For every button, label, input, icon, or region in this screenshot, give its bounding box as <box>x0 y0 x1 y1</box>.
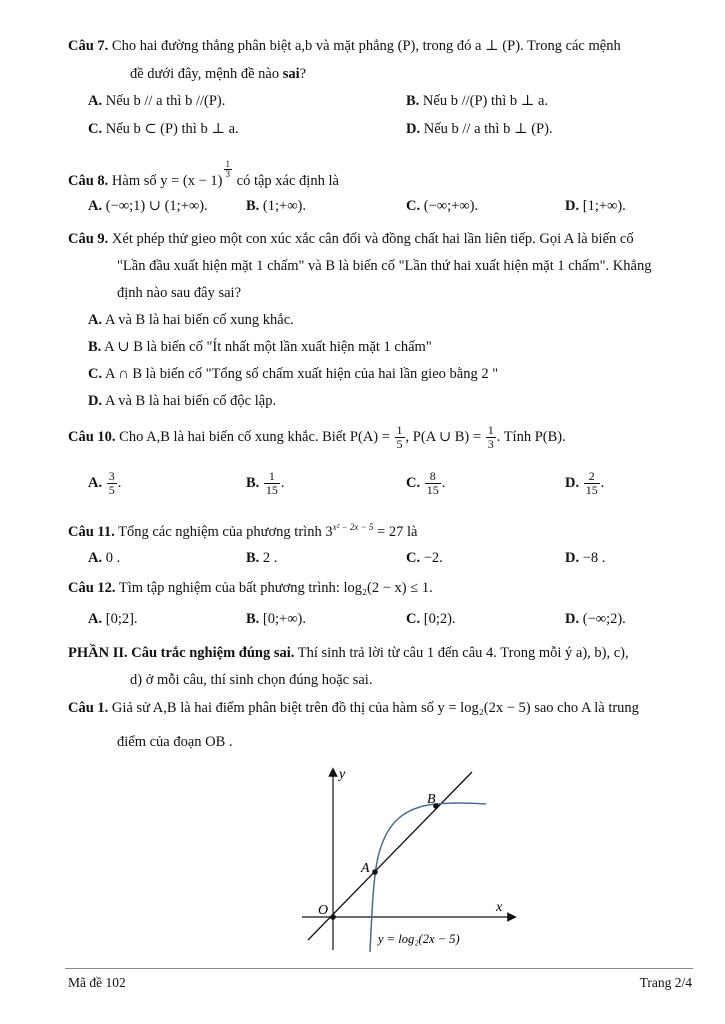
q10-option-d-fraction <box>584 470 600 497</box>
part2-text1: Thí sinh trả lời từ câu 1 đến câu 4. Trong mỗi ý a), b), c), <box>297 645 629 661</box>
q11-stem <box>68 522 417 541</box>
q12-option-b[interactable] <box>246 611 306 628</box>
q10-option-d-label: D. <box>565 474 580 491</box>
q12-option-b-text: [0;+∞). <box>262 611 306 627</box>
q10-option-d-den: 15 <box>585 483 598 497</box>
q10-pa-fraction <box>395 424 405 451</box>
q9-stem-line3 <box>117 285 241 302</box>
q9-stem2: "Lần đầu xuất hiện mặt 1 chấm" và B là biến cố "Lần thứ hai xuất hiện mặt 1 chấm". Khẳng <box>117 258 652 274</box>
q7-option-d-text: Nếu b // a thì b ⊥ (P). <box>423 121 553 137</box>
q10-option-a[interactable] <box>88 470 121 497</box>
q9-option-c-text: A ∩ B là biến cố "Tổng số chấm xuất hiện của hai lần gieo bằng 2 " <box>104 366 499 382</box>
q8-option-a-label: A. <box>88 198 103 214</box>
q7-stem1: Cho hai đường thẳng phân biệt a,b và mặt phẳng (P), trong đó a ⊥ (P). Trong các mệnh <box>111 38 621 54</box>
q7-option-a-label: A. <box>88 93 103 109</box>
q12-stem <box>68 580 433 597</box>
q12-option-a-text: [0;2]. <box>105 611 138 627</box>
point-b-label: B <box>427 792 436 807</box>
q10-option-d[interactable] <box>565 470 604 497</box>
q7-option-c-label: C. <box>88 121 103 137</box>
q7-option-d-label: D. <box>406 121 421 137</box>
p2q1-stem2: điểm của đoạn OB . <box>117 734 233 750</box>
origin-label: O <box>318 903 329 918</box>
q8-option-d-label: D. <box>565 198 580 214</box>
q9-option-d-label: D. <box>88 393 103 409</box>
q12-stem-text: Tìm tập nghiệm của bất phương trình: log₂(2 − x) ≤ 1. <box>118 580 433 596</box>
q10-option-b-den: 15 <box>265 483 278 497</box>
q7-option-a[interactable] <box>88 93 225 110</box>
q12-option-d-label: D. <box>565 611 580 627</box>
q11-option-a-text: 0 . <box>105 550 121 566</box>
q8-exp-den: 3 <box>225 169 231 179</box>
q12-label: Câu 12. <box>68 580 116 596</box>
q8-exponent <box>224 160 233 179</box>
y-axis-label: y <box>339 767 346 782</box>
q7-label: Câu 7. <box>68 38 109 54</box>
footer-rule <box>65 968 693 969</box>
q9-option-d-text: A và B là hai biến cố độc lập. <box>104 393 277 409</box>
q11-exponent: x² − 2x − 5 <box>332 522 374 532</box>
q11-option-a-label: A. <box>88 550 103 566</box>
q11-option-c[interactable] <box>406 550 443 567</box>
q8-option-c-label: C. <box>406 198 421 214</box>
q9-option-c-label: C. <box>88 366 103 382</box>
point-o <box>330 914 336 920</box>
q10-option-b[interactable] <box>246 470 285 497</box>
q8-label: Câu 8. <box>68 173 109 189</box>
q10-option-c-fraction <box>425 470 441 497</box>
q10-option-a-num: 3 <box>108 469 115 483</box>
q9-option-b[interactable] <box>88 339 432 356</box>
q7-option-a-text: Nếu b // a thì b //(P). <box>105 93 226 109</box>
q11-stem-a: Tổng các nghiệm của phương trình 3 <box>118 523 333 540</box>
footer-page-number: Trang 2/4 <box>639 975 692 990</box>
q10-option-a-den: 5 <box>108 483 115 497</box>
footer-exam-code: Mã đề 102 <box>68 975 126 990</box>
q10-option-a-end: . <box>117 474 122 491</box>
q9-stem-line1 <box>68 231 634 248</box>
q12-option-c-label: C. <box>406 611 421 627</box>
part2-text2: d) ở mỗi câu, thí sinh chọn đúng hoặc sai. <box>130 672 373 688</box>
q9-option-b-text: A ∪ B là biến cố "Ít nhất một lần xuất hiện mặt 1 chấm" <box>104 339 432 355</box>
q8-option-b-text: (1;+∞). <box>262 198 306 214</box>
q7-option-b-label: B. <box>406 93 420 109</box>
q10-option-c[interactable] <box>406 470 445 497</box>
q8-option-c[interactable] <box>406 198 478 215</box>
q8-option-d-text: [1;+∞). <box>582 198 626 214</box>
q10-pb-den: 3 <box>487 437 494 451</box>
q7-option-c[interactable] <box>88 121 239 138</box>
point-a-label: A <box>361 861 370 876</box>
q9-option-d[interactable] <box>88 393 276 410</box>
q8-stem-post: có tập xác định là <box>236 173 339 189</box>
q12-option-c-text: [0;2). <box>423 611 456 627</box>
part2-heading-line2 <box>130 672 372 689</box>
q10-option-b-end: . <box>280 474 285 491</box>
q7-stem2-bold: sai <box>282 66 300 82</box>
q8-stem <box>68 160 339 190</box>
q10-stem-c: . Tính P(B). <box>496 428 566 445</box>
q9-stem1: Xét phép thử gieo một con xúc xắc cân đối và đồng chất hai lần liên tiếp. Gọi A là biến cố <box>111 231 634 247</box>
q8-option-a[interactable] <box>88 198 208 215</box>
q10-stem-b: , P(A ∪ B) = <box>405 428 482 445</box>
q7-option-b[interactable] <box>406 93 548 110</box>
q7-stem-line1 <box>68 38 621 55</box>
q8-option-c-text: (−∞;+∞). <box>423 198 479 214</box>
q10-option-b-num: 1 <box>264 470 280 484</box>
q9-label: Câu 9. <box>68 231 109 247</box>
q12-option-d[interactable] <box>565 611 626 628</box>
q10-pb-fraction <box>486 424 496 451</box>
q11-option-b-label: B. <box>246 550 260 566</box>
q7-stem-line2 <box>130 66 306 83</box>
q10-pa-den: 5 <box>396 437 403 451</box>
q11-option-d-label: D. <box>565 550 580 566</box>
q12-option-a[interactable] <box>88 611 138 628</box>
q11-option-c-label: C. <box>406 550 421 566</box>
q11-option-d-text: −8 . <box>582 550 606 566</box>
q10-option-d-num: 2 <box>584 470 600 484</box>
x-axis-label: x <box>496 900 503 915</box>
q10-option-c-label: C. <box>406 474 421 491</box>
q10-pb-num: 1 <box>487 423 494 437</box>
q8-exp-num: 1 <box>225 159 231 169</box>
q10-option-d-end: . <box>600 474 605 491</box>
q10-option-c-end: . <box>441 474 446 491</box>
q9-option-c[interactable] <box>88 366 498 383</box>
q7-stem2-end: ? <box>299 66 307 82</box>
q8-option-a-text: (−∞;1) ∪ (1;+∞). <box>105 198 208 214</box>
q9-option-a[interactable] <box>88 312 294 329</box>
q10-option-b-label: B. <box>246 474 260 491</box>
log-curve <box>370 803 486 952</box>
q9-stem3: định nào sau đây sai? <box>117 285 242 301</box>
q10-stem-a: Cho A,B là hai biến cố xung khắc. Biết P(A) = <box>119 428 390 445</box>
q8-option-d[interactable] <box>565 198 626 215</box>
q7-option-b-text: Nếu b //(P) thì b ⊥ a. <box>422 93 549 109</box>
q9-stem-line2 <box>117 258 651 275</box>
q10-stem <box>68 424 566 451</box>
q12-option-c[interactable] <box>406 611 456 628</box>
q10-label: Câu 10. <box>68 428 116 445</box>
q9-option-b-label: B. <box>88 339 102 355</box>
log-graph-figure <box>290 762 520 954</box>
q9-option-a-text: A và B là hai biến cố xung khắc. <box>104 312 294 328</box>
q8-option-b-label: B. <box>246 198 260 214</box>
q12-option-b-label: B. <box>246 611 260 627</box>
point-a-dot <box>372 869 378 875</box>
q11-option-c-text: −2. <box>423 550 443 566</box>
p2q1-stem-line2 <box>117 734 233 751</box>
q11-stem-b: = 27 là <box>377 523 418 540</box>
q10-option-c-den: 15 <box>426 483 439 497</box>
p2q1-stem-line1 <box>68 700 639 717</box>
q11-option-a[interactable] <box>88 550 120 567</box>
q11-option-b-text: 2 . <box>262 550 278 566</box>
part2-title: PHẦN II. Câu trắc nghiệm đúng sai. <box>68 645 295 661</box>
q10-option-a-label: A. <box>88 474 103 491</box>
q7-stem2: đề dưới đây, mệnh đề nào <box>130 66 280 82</box>
q7-option-d[interactable] <box>406 121 553 138</box>
q11-option-b[interactable] <box>246 550 277 567</box>
p2q1-stem1: Giả sử A,B là hai điểm phân biệt trên đồ thị của hàm số y = log₂(2x − 5) sao cho A là trung <box>111 700 639 716</box>
q11-option-d[interactable] <box>565 550 605 567</box>
q10-pa-num: 1 <box>396 423 403 437</box>
q12-option-a-label: A. <box>88 611 103 627</box>
q8-option-b[interactable] <box>246 198 306 215</box>
p2q1-label: Câu 1. <box>68 700 109 716</box>
q10-option-b-fraction <box>264 470 280 497</box>
q8-stem-pre: Hàm số y = (x − 1) <box>111 173 223 189</box>
q11-label: Câu 11. <box>68 523 115 540</box>
q7-option-c-text: Nếu b ⊂ (P) thì b ⊥ a. <box>105 121 239 137</box>
q10-option-a-fraction <box>107 470 117 497</box>
curve-equation-label: y = log₂(2x − 5) <box>378 932 460 946</box>
q9-option-a-label: A. <box>88 312 103 328</box>
part2-heading <box>68 645 629 662</box>
q10-option-c-num: 8 <box>425 470 441 484</box>
q12-option-d-text: (−∞;2). <box>582 611 626 627</box>
